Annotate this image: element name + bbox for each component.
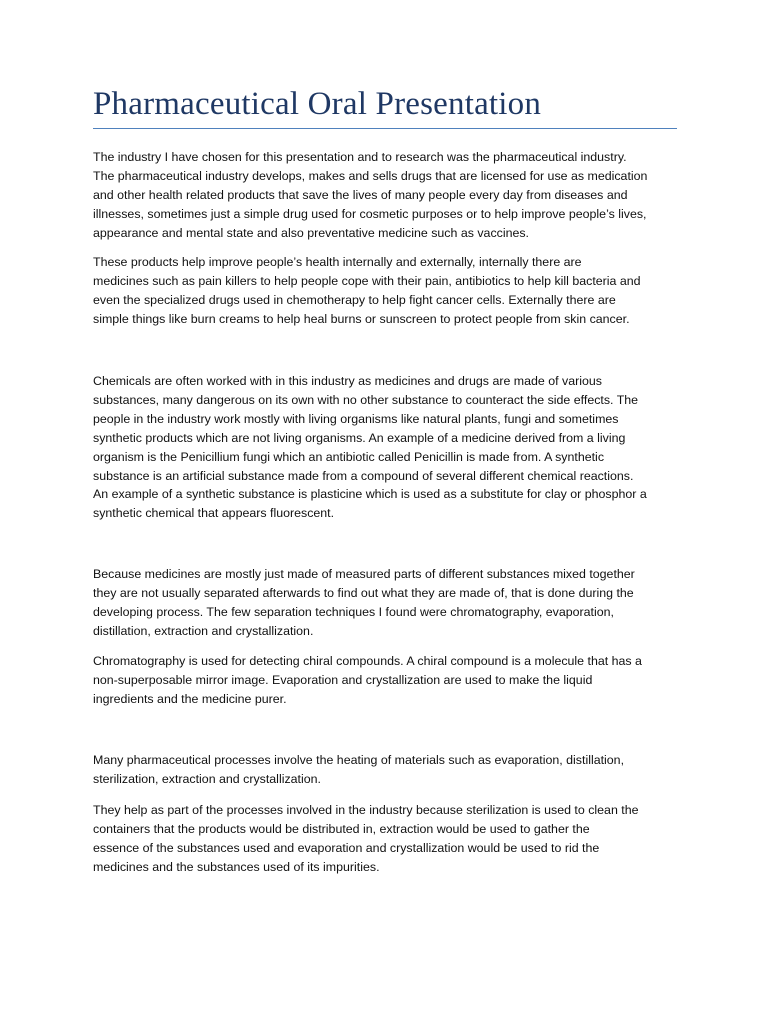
text-line: Many pharmaceutical processes involve the heating of materials such as evaporation, distillation, xyxy=(93,753,625,767)
text-line: They help as part of the processes involved in the industry because sterilization is used to clean the xyxy=(93,803,639,817)
text-line: substances, many dangerous on its own with no other substance to counteract the side effects. The xyxy=(93,392,639,407)
text-line: ingredients and the medicine purer. xyxy=(93,691,287,706)
text-line: organism is the Penicillium fungi which an antibiotic called Penicillin is made from. A synthetic xyxy=(93,449,605,464)
text-line: synthetic chemical that appears fluorescent. xyxy=(93,506,335,521)
paragraph-chromatography xyxy=(93,652,683,709)
text-line: The pharmaceutical industry develops, makes and sells drugs that are licensed for use as medication xyxy=(93,168,648,183)
paragraph-separation xyxy=(93,565,683,641)
text-line: The industry I have chosen for this presentation and to research was the pharmaceutical industry. xyxy=(93,150,627,164)
text-line: synthetic products which are not living organisms. An example of a medicine derived from a living xyxy=(93,430,626,445)
text-line: distillation, extraction and crystallization. xyxy=(93,623,314,638)
text-line: Chromatography is used for detecting chiral compounds. A chiral compound is a molecule that has a xyxy=(93,654,642,668)
text-line: Chemicals are often worked with in this industry as medicines and drugs are made of various xyxy=(93,374,602,388)
text-line: they are not usually separated afterwards to find out what they are made of, that is done during the xyxy=(93,585,634,600)
text-line: Because medicines are mostly just made of measured parts of different substances mixed together xyxy=(93,567,635,581)
text-line: developing process. The few separation techniques I found were chromatography, evaporation, xyxy=(93,604,614,619)
document-title: Pharmaceutical Oral Presentation xyxy=(93,86,542,122)
paragraph-chemicals xyxy=(93,372,683,523)
paragraph-heating-processes xyxy=(93,751,683,789)
text-line: even the specialized drugs used in chemotherapy to help fight cancer cells. Externally there are xyxy=(93,292,616,307)
text-line: non-superposable mirror image. Evaporation and crystallization are used to make the liquid xyxy=(93,672,593,687)
text-line: containers that the products would be distributed in, extraction would be used to gather the xyxy=(93,821,590,836)
text-line: essence of the substances used and evaporation and crystallization would be used to rid the xyxy=(93,840,600,855)
text-line: substance is an artificial substance made from a compound of several different chemical reactions. xyxy=(93,468,634,483)
text-line: and other health related products that save the lives of many people every day from diseases and xyxy=(93,187,628,202)
text-line: people in the industry work mostly with living organisms like natural plants, fungi and sometimes xyxy=(93,411,619,426)
text-line: simple things like burn creams to help heal burns or sunscreen to protect people from skin cancer. xyxy=(93,311,630,326)
text-line: sterilization, extraction and crystallization. xyxy=(93,771,321,786)
paragraph-health-products xyxy=(93,253,683,329)
paragraph-process-roles xyxy=(93,801,683,877)
text-line: medicines and the substances used of its impurities. xyxy=(93,859,380,874)
text-line: appearance and mental state and also preventative medicine such as vaccines. xyxy=(93,225,530,240)
text-line: These products help improve people’s health internally and externally, internally there are xyxy=(93,255,582,269)
text-line: An example of a synthetic substance is plasticine which is used as a substitute for clay or phosphor a xyxy=(93,487,647,502)
paragraph-industry-intro xyxy=(93,148,683,243)
text-line: illnesses, sometimes just a simple drug used for cosmetic purposes or to help improve people’s lives, xyxy=(93,206,647,221)
title-underline xyxy=(93,128,677,129)
text-line: medicines such as pain killers to help people cope with their pain, antibiotics to help kill bacteria and xyxy=(93,273,641,288)
